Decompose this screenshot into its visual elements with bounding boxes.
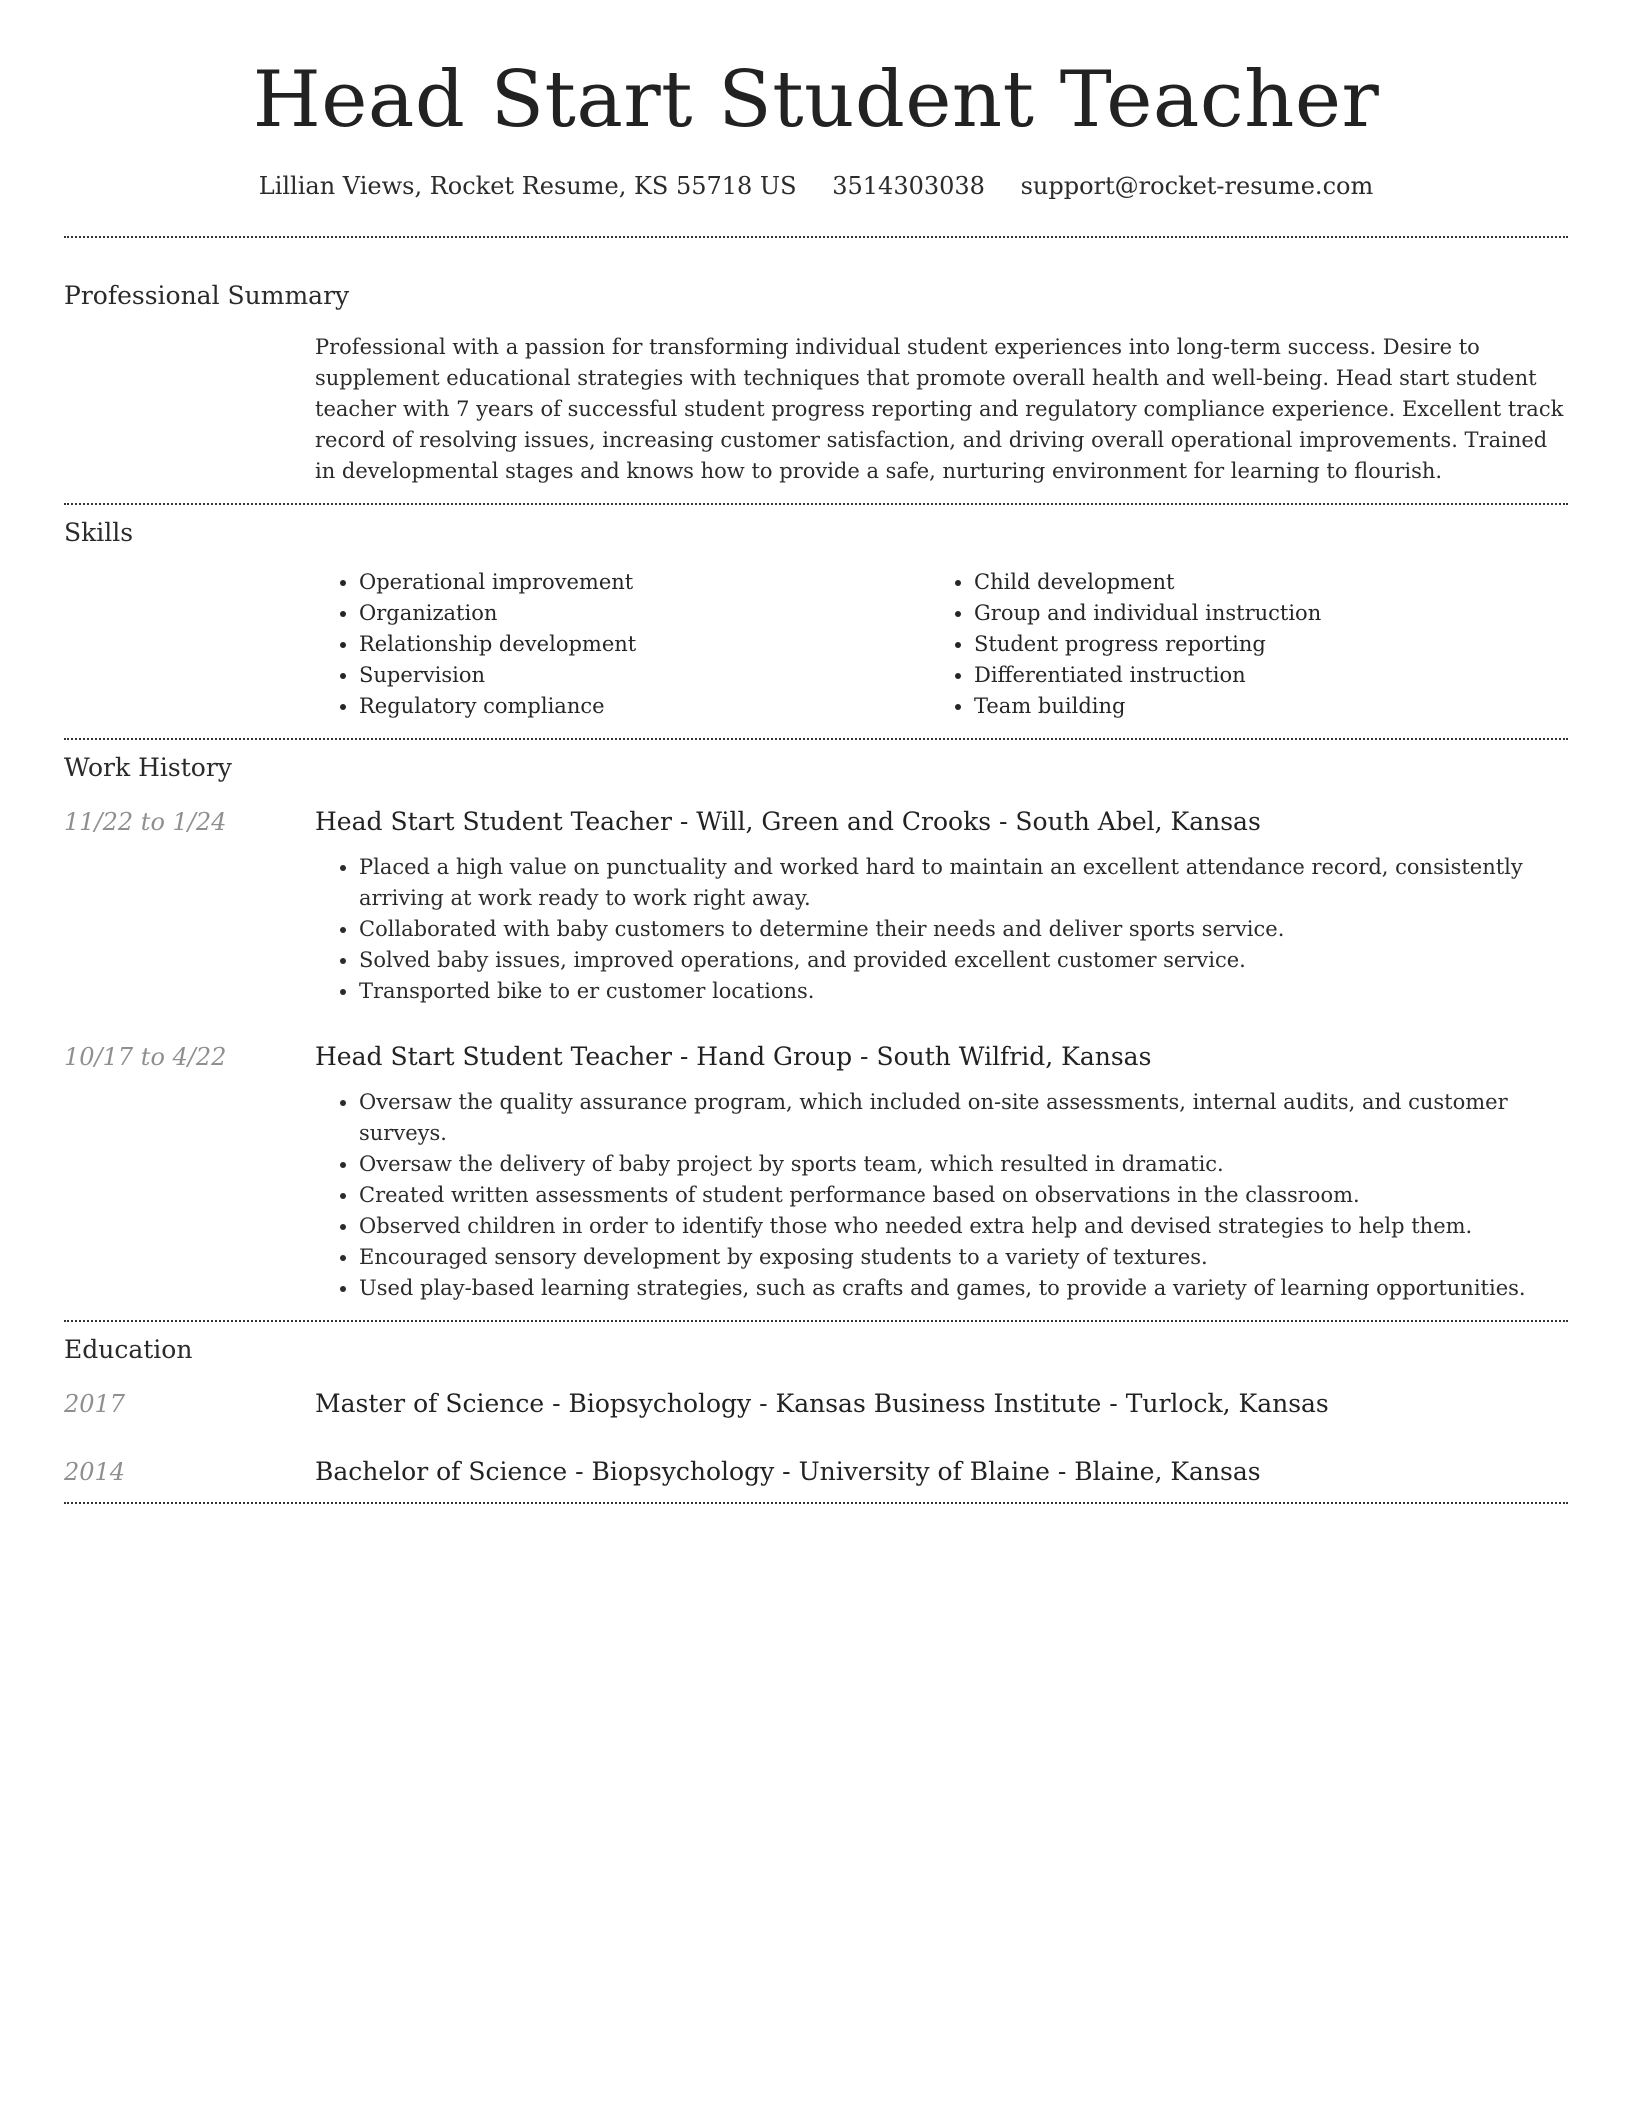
job-bullet: • Collaborated with baby customers to determine their needs and deliver sports service. — [359, 914, 1568, 945]
skills-grid — [315, 567, 1568, 722]
job-bullet: • Oversaw the quality assurance program, which included on-site assessments, internal audits, and customer surveys. — [359, 1087, 1568, 1149]
job-bullet: • Used play-based learning strategies, such as crafts and games, to provide a variety of learning opportunities. — [359, 1273, 1568, 1304]
contact-email[interactable]: support@rocket-resume.com — [1020, 172, 1374, 200]
education-heading: Bachelor of Science - Biopsychology - University of Blaine - Blaine, Kansas — [315, 1457, 1261, 1486]
skill-item: • Regulatory compliance — [359, 691, 930, 722]
divider — [64, 738, 1568, 740]
skill-item: • Operational improvement — [359, 567, 930, 598]
contact-phone: 3514303038 — [832, 172, 985, 200]
skill-item: • Team building — [974, 691, 1545, 722]
resume-title: Head Start Student Teacher — [252, 55, 1380, 145]
section-title-education: Education — [64, 1335, 193, 1364]
job-bullet: • Placed a high value on punctuality and worked hard to maintain an excellent attendance record, consistently arriving at work ready to work right away. — [359, 852, 1568, 914]
divider — [64, 236, 1568, 238]
skill-item: • Relationship development — [359, 629, 930, 660]
skill-item: • Supervision — [359, 660, 930, 691]
contact-line — [64, 170, 1568, 202]
education-entry — [64, 1456, 1568, 1488]
job-entry — [64, 806, 1568, 1007]
job-bullet: • Observed children in order to identify those who needed extra help and devised strategies to help them. — [359, 1211, 1568, 1242]
skills-list-right — [930, 567, 1545, 722]
divider — [64, 503, 1568, 505]
job-bullet: • Transported bike to er customer locations. — [359, 976, 1568, 1007]
skill-item: • Organization — [359, 598, 930, 629]
education-year: 2017 — [64, 1390, 126, 1418]
section-title-skills: Skills — [64, 518, 134, 547]
job-heading: Head Start Student Teacher - Hand Group - South Wilfrid, Kansas — [315, 1042, 1152, 1071]
job-dates: 11/22 to 1/24 — [64, 808, 227, 836]
skills-list-left — [315, 567, 930, 722]
section-title-work-history: Work History — [64, 753, 232, 782]
job-bullet: • Created written assessments of student performance based on observations in the classroom. — [359, 1180, 1568, 1211]
summary-text: Professional with a passion for transforming individual student experiences into long-term success. Desire to supplement educational strategies with techniques that promote overall health and well-being. Head start student teacher with 7 years of successful student progress reporting and regulatory compliance experience. Excellent track record of resolving issues, increasing customer satisfaction, and driving overall operational improvements. Trained in developmental stages and knows how to provide a safe, nurturing environment for learning to flourish. — [315, 335, 1564, 483]
job-bullet: • Solved baby issues, improved operations, and provided excellent customer service. — [359, 945, 1568, 976]
skill-item: • Student progress reporting — [974, 629, 1545, 660]
job-bullet: • Encouraged sensory development by exposing students to a variety of textures. — [359, 1242, 1568, 1273]
education-year: 2014 — [64, 1458, 126, 1486]
job-bullet: • Oversaw the delivery of baby project by sports team, which resulted in dramatic. — [359, 1149, 1568, 1180]
divider — [64, 1320, 1568, 1322]
section-title-summary: Professional Summary — [64, 281, 350, 310]
education-heading: Master of Science - Biopsychology - Kansas Business Institute - Turlock, Kansas — [315, 1389, 1329, 1418]
skill-item: • Differentiated instruction — [974, 660, 1545, 691]
job-bullets — [315, 852, 1568, 1007]
skill-item: • Group and individual instruction — [974, 598, 1545, 629]
divider — [64, 1502, 1568, 1504]
job-entry — [64, 1041, 1568, 1304]
skill-item: • Child development — [974, 567, 1545, 598]
job-heading: Head Start Student Teacher - Will, Green and Crooks - South Abel, Kansas — [315, 807, 1261, 836]
job-bullets — [315, 1087, 1568, 1304]
education-entry — [64, 1388, 1568, 1420]
job-body — [315, 1041, 1568, 1304]
job-dates: 10/17 to 4/22 — [64, 1043, 227, 1071]
job-body — [315, 806, 1568, 1007]
contact-address: Lillian Views, Rocket Resume, KS 55718 US — [258, 172, 797, 200]
